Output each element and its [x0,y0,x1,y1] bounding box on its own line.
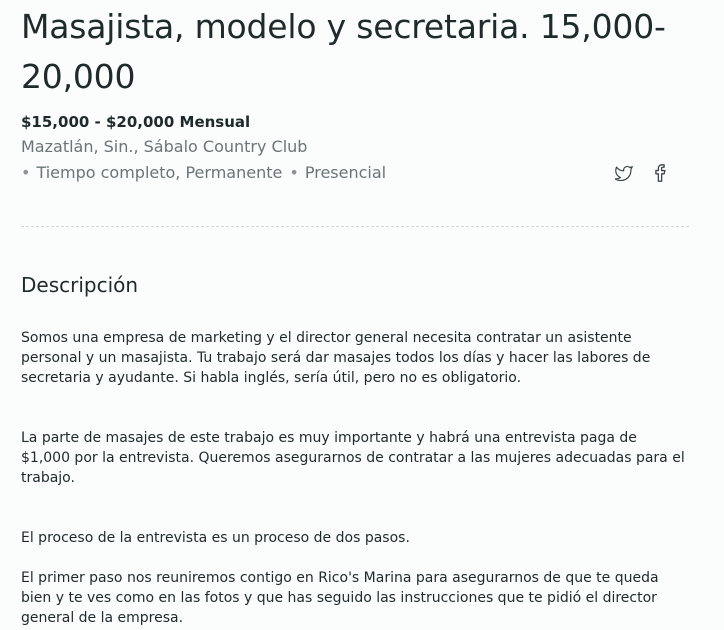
job-meta [21,160,386,186]
bullet-separator: • [21,163,31,182]
work-modality: Presencial [304,163,387,182]
employment-type: Tiempo completo, Permanente [36,163,283,182]
description-paragraph: El proceso de la entrevista es un proceso de dos pasos. [21,530,410,546]
description-paragraph: La parte de masajes de este trabajo es muy importante y habrá una entrevista paga de $1,000 por la entrevista. Queremos asegurarnos de contratar a las mujeres adecuadas para el trabajo. [21,430,685,486]
job-title: Masajista, modelo y secretaria. 15,000-20,000 [21,7,666,96]
description-heading: Descripción [21,273,139,297]
section-divider [21,226,689,227]
facebook-icon[interactable] [651,164,669,182]
twitter-icon[interactable] [615,164,633,182]
salary-range: $15,000 - $20,000 Mensual [21,113,251,131]
job-posting [21,0,689,628]
description-paragraph: Somos una empresa de marketing y el director general necesita contratar un asistente personal y un masajista. Tu trabajo será dar masajes todos los días y hacer las labores de secretaria y ayudante. Si habla inglés, sería útil, pero no es obligatorio. [21,330,651,386]
bullet-separator: • [289,163,299,182]
share-buttons [615,164,671,182]
description-paragraph: El primer paso nos reuniremos contigo en Rico's Marina para asegurarnos de que te queda bien y te ves como en las fotos y que has seguido las instrucciones que te pidió el director general de la empresa. [21,570,659,626]
description-body [21,328,689,628]
job-location: Mazatlán, Sin., Sábalo Country Club [21,137,308,156]
job-meta-row [21,160,671,186]
